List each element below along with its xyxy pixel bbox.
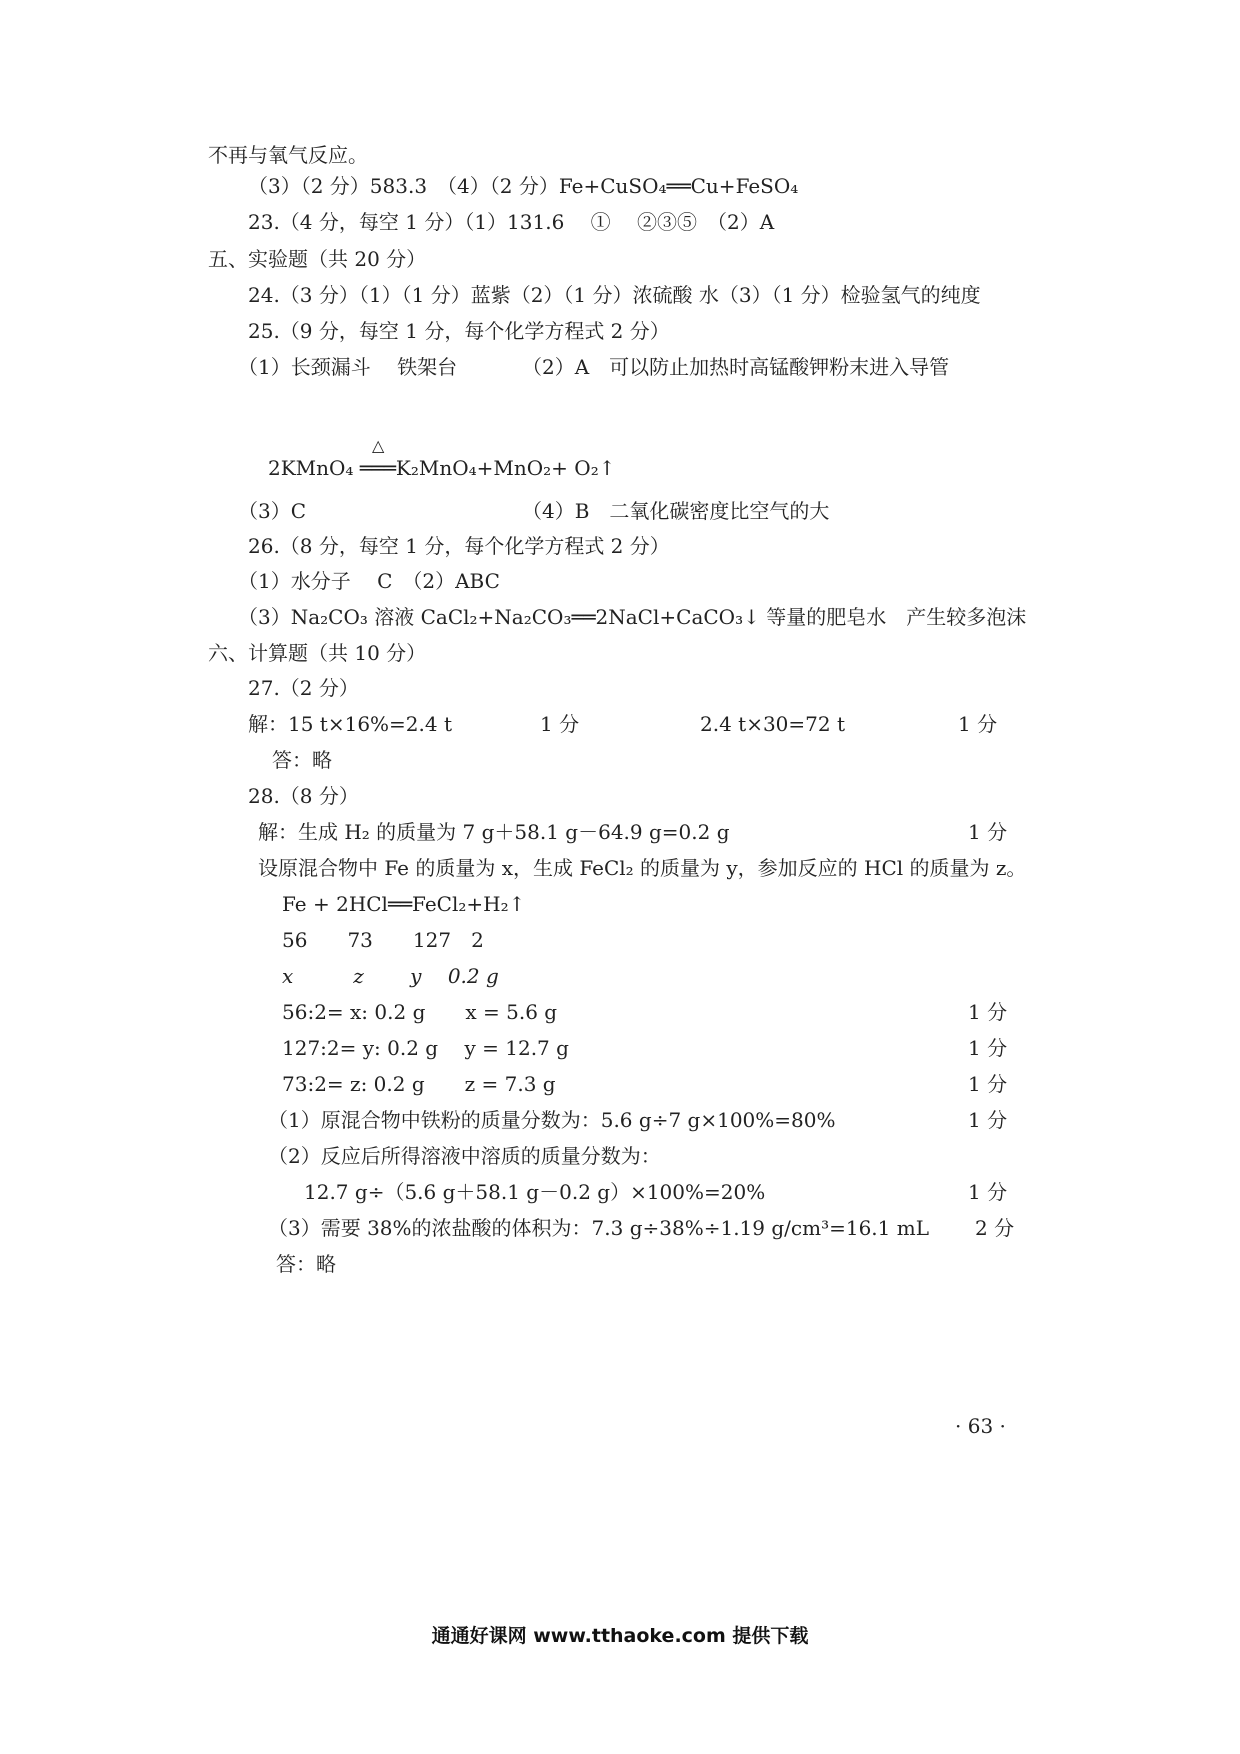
text-line: （3）Na₂CO₃ 溶液 CaCl₂+Na₂CO₃══2NaCl+CaCO₃↓ 等量的肥皂水 产生较多泡沫 bbox=[238, 605, 1027, 629]
text-line: 答：略 bbox=[272, 748, 332, 772]
solution-step: 解：15 t×16%=2.4 t bbox=[248, 712, 453, 736]
text-line: 23.（4 分，每空 1 分）（1）131.6 ① ②③⑤ （2）A bbox=[248, 210, 775, 234]
text-line: x z y 0.2 g bbox=[282, 964, 499, 988]
score-label: 1 分 bbox=[540, 712, 580, 736]
text-line: （4）B 二氧化碳密度比空气的大 bbox=[522, 499, 830, 523]
score-label: 2 分 bbox=[975, 1216, 1015, 1240]
text-line: 25.（9 分，每空 1 分，每个化学方程式 2 分） bbox=[248, 319, 670, 343]
text-line: 28.（8 分） bbox=[248, 784, 359, 808]
score-label: 1 分 bbox=[968, 1180, 1008, 1204]
score-label: 1 分 bbox=[968, 1072, 1008, 1096]
score-label: 1 分 bbox=[968, 1036, 1008, 1060]
text-line: 56 73 127 2 bbox=[282, 928, 484, 952]
text-line: （1）水分子 C （2）ABC bbox=[238, 569, 500, 593]
chemical-equation: 2KMnO₄ ═══K₂MnO₄+MnO₂+ O₂↑ bbox=[268, 456, 616, 480]
footer-credit: 通通好课网 www.tthaoke.com 提供下载 bbox=[431, 1625, 809, 1647]
text-line: （3）（2 分）583.3 （4）（2 分）Fe+CuSO₄══Cu+FeSO₄ bbox=[248, 174, 799, 198]
text-line: 设原混合物中 Fe 的质量为 x，生成 FeCl₂ 的质量为 y，参加反应的 HCl 的质量为 z。 bbox=[258, 856, 1027, 880]
solution-step: 2.4 t×30=72 t bbox=[700, 712, 846, 736]
text-line: 答：略 bbox=[276, 1252, 336, 1276]
solution-step: （3）需要 38%的浓盐酸的体积为：7.3 g÷38%÷1.19 g/cm³=16.1 mL bbox=[268, 1216, 929, 1240]
score-label: 1 分 bbox=[968, 820, 1008, 844]
solution-step: （1）原混合物中铁粉的质量分数为：5.6 g÷7 g×100%=80% bbox=[268, 1108, 836, 1132]
text-line: 26.（8 分，每空 1 分，每个化学方程式 2 分） bbox=[248, 534, 670, 558]
section-heading: 六、计算题（共 10 分） bbox=[208, 641, 427, 665]
page-number: · 63 · bbox=[955, 1414, 1006, 1438]
chemical-equation: Fe + 2HCl══FeCl₂+H₂↑ bbox=[282, 892, 526, 916]
solution-step: 56:2= x: 0.2 g x = 5.6 g bbox=[282, 1000, 558, 1024]
text-line: （2）A 可以防止加热时高锰酸钾粉末进入导管 bbox=[522, 355, 950, 379]
text-line: （3）C bbox=[238, 499, 307, 523]
text-line: （2）反应后所得溶液中溶质的质量分数为： bbox=[268, 1144, 661, 1168]
score-label: 1 分 bbox=[968, 1000, 1008, 1024]
score-label: 1 分 bbox=[968, 1108, 1008, 1132]
text-line: 27.（2 分） bbox=[248, 676, 359, 700]
solution-step: 73:2= z: 0.2 g z = 7.3 g bbox=[282, 1072, 556, 1096]
text-line: 不再与氧气反应。 bbox=[208, 143, 368, 167]
score-label: 1 分 bbox=[958, 712, 998, 736]
text-line: （1）长颈漏斗 铁架台 bbox=[238, 355, 458, 379]
section-heading: 五、实验题（共 20 分） bbox=[208, 247, 427, 271]
solution-step: 127:2= y: 0.2 g y = 12.7 g bbox=[282, 1036, 569, 1060]
solution-step: 12.7 g÷（5.6 g＋58.1 g－0.2 g）×100%=20% bbox=[304, 1180, 766, 1204]
text-line: 24.（3 分）（1）（1 分）蓝紫（2）（1 分）浓硫酸 水（3）（1 分）检验氢气的纯度 bbox=[248, 283, 981, 307]
solution-step: 解：生成 H₂ 的质量为 7 g＋58.1 g－64.9 g=0.2 g bbox=[258, 820, 730, 844]
heat-symbol: △ bbox=[372, 436, 385, 455]
